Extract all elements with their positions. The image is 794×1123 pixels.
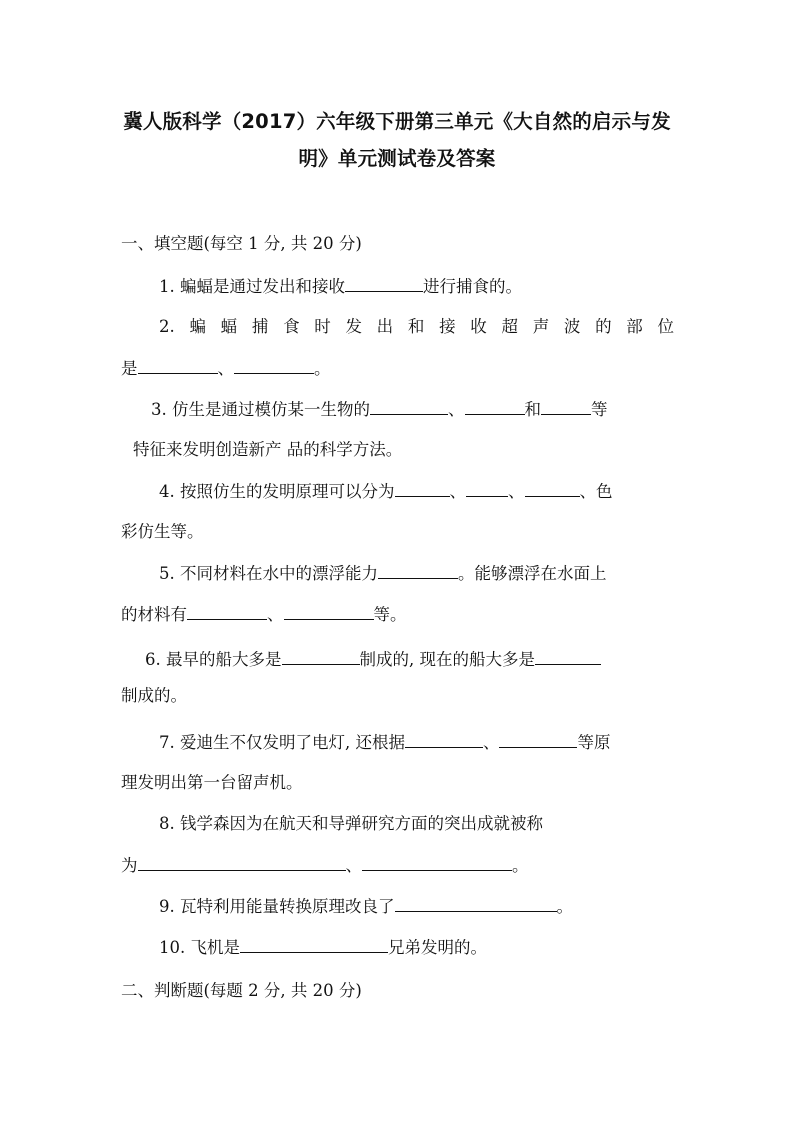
question-6-line-1 bbox=[145, 648, 601, 671]
question-3-text-end: 等 bbox=[591, 400, 608, 419]
question-1-text: 1. 蝙蝠是通过发出和接收 bbox=[159, 277, 345, 296]
question-3-line-1 bbox=[151, 398, 608, 421]
question-2-char: 收 bbox=[470, 317, 487, 336]
question-2-line-2 bbox=[121, 357, 331, 380]
answer-blank[interactable] bbox=[465, 398, 525, 415]
document-title-line-1: 冀人版科学（2017）六年级下册第三单元《大自然的启示与发 bbox=[123, 110, 671, 133]
question-5-line-2 bbox=[121, 603, 407, 626]
question-8-line-2 bbox=[121, 854, 529, 877]
question-2-char: 接 bbox=[439, 317, 456, 336]
question-9 bbox=[159, 895, 573, 918]
question-3-line-2: 特征来发明创造新产 品的科学方法。 bbox=[133, 440, 403, 459]
separator: 、 bbox=[448, 400, 465, 419]
answer-blank[interactable] bbox=[282, 648, 360, 665]
question-5-text-end: 等。 bbox=[373, 605, 407, 624]
separator: 、 bbox=[345, 856, 362, 875]
answer-blank[interactable] bbox=[395, 895, 557, 912]
separator: 、 bbox=[508, 482, 525, 501]
question-4-line-2: 彩仿生等。 bbox=[121, 522, 204, 541]
answer-blank[interactable] bbox=[187, 603, 267, 620]
question-9-text-end: 。 bbox=[556, 897, 573, 916]
answer-blank[interactable] bbox=[499, 731, 577, 748]
question-2-char: 蝙 bbox=[189, 317, 206, 336]
answer-blank[interactable] bbox=[535, 648, 601, 665]
document-title-line-2: 明》单元测试卷及答案 bbox=[298, 147, 496, 170]
question-5-text: 的材料有 bbox=[121, 605, 187, 624]
question-2-char: 捕 bbox=[251, 317, 269, 336]
question-7-text-end: 等原 bbox=[577, 733, 611, 752]
question-2-char: 声 bbox=[532, 317, 550, 336]
question-4-line-1 bbox=[159, 480, 613, 503]
question-2-char: 超 bbox=[501, 317, 518, 336]
answer-blank[interactable] bbox=[138, 854, 346, 871]
question-10-text-end: 兄弟发明的。 bbox=[388, 938, 487, 957]
separator: 、 bbox=[267, 605, 284, 624]
answer-blank[interactable] bbox=[378, 562, 458, 579]
section-1-heading: 一、填空题(每空 1 分, 共 20 分) bbox=[121, 234, 362, 253]
question-2-char: 食 bbox=[283, 317, 300, 336]
question-2-char: 位 bbox=[657, 317, 674, 336]
question-5-text: 5. 不同材料在水中的漂浮能力 bbox=[159, 564, 378, 583]
question-3-text: 3. 仿生是通过模仿某一生物的 bbox=[151, 400, 370, 419]
question-7-text: 7. 爱迪生不仅发明了电灯, 还根据 bbox=[159, 733, 405, 752]
question-2-line-1 bbox=[159, 316, 674, 338]
answer-blank[interactable] bbox=[345, 275, 423, 292]
question-2-char: 发 bbox=[345, 317, 362, 336]
question-2-char: 的 bbox=[595, 317, 612, 336]
question-8-text: 为 bbox=[121, 856, 138, 875]
question-10 bbox=[159, 936, 487, 959]
question-2-char: 波 bbox=[563, 317, 581, 336]
answer-blank[interactable] bbox=[541, 398, 591, 415]
question-2-char: 出 bbox=[376, 317, 394, 336]
question-2-char: 部 bbox=[626, 317, 643, 336]
answer-blank[interactable] bbox=[395, 480, 450, 497]
question-2-char: 2. bbox=[159, 317, 175, 336]
question-9-text: 9. 瓦特利用能量转换原理改良了 bbox=[159, 897, 395, 916]
question-1 bbox=[159, 275, 522, 298]
question-8-text-end: 。 bbox=[512, 856, 529, 875]
question-8-line-1: 8. 钱学森因为在航天和导弹研究方面的突出成就被称 bbox=[159, 814, 543, 833]
answer-blank[interactable] bbox=[138, 357, 218, 374]
question-4-text-end: 、色 bbox=[579, 482, 613, 501]
separator: 、 bbox=[449, 482, 466, 501]
question-2-char: 和 bbox=[407, 317, 425, 336]
separator: 、 bbox=[482, 733, 500, 752]
question-6-line-2: 制成的。 bbox=[121, 686, 187, 705]
answer-blank[interactable] bbox=[362, 854, 512, 871]
question-2-text: 是 bbox=[121, 359, 138, 378]
question-7-line-2: 理发明出第一台留声机。 bbox=[121, 773, 303, 792]
section-2-heading: 二、判断题(每题 2 分, 共 20 分) bbox=[121, 981, 362, 1000]
answer-blank[interactable] bbox=[525, 480, 580, 497]
answer-blank[interactable] bbox=[240, 936, 388, 953]
question-7-line-1 bbox=[159, 731, 610, 754]
answer-blank[interactable] bbox=[466, 480, 508, 497]
answer-blank[interactable] bbox=[370, 398, 448, 415]
separator: 和 bbox=[524, 400, 541, 419]
question-6-text: 6. 最早的船大多是 bbox=[145, 650, 282, 669]
question-5-line-1 bbox=[159, 562, 607, 585]
answer-blank[interactable] bbox=[284, 603, 374, 620]
answer-blank[interactable] bbox=[405, 731, 483, 748]
question-1-text-end: 进行捕食的。 bbox=[423, 277, 522, 296]
question-2-char: 蝠 bbox=[220, 317, 238, 336]
answer-blank[interactable] bbox=[234, 357, 314, 374]
question-2-text-end: 。 bbox=[314, 359, 331, 378]
question-6-text-mid: 制成的, 现在的船大多是 bbox=[359, 650, 535, 669]
question-5-text-end: 。能够漂浮在水面上 bbox=[458, 564, 607, 583]
separator: 、 bbox=[217, 359, 234, 378]
question-4-text: 4. 按照仿生的发明原理可以分为 bbox=[159, 482, 395, 501]
question-2-char: 时 bbox=[314, 317, 331, 336]
question-10-text: 10. 飞机是 bbox=[159, 938, 240, 957]
